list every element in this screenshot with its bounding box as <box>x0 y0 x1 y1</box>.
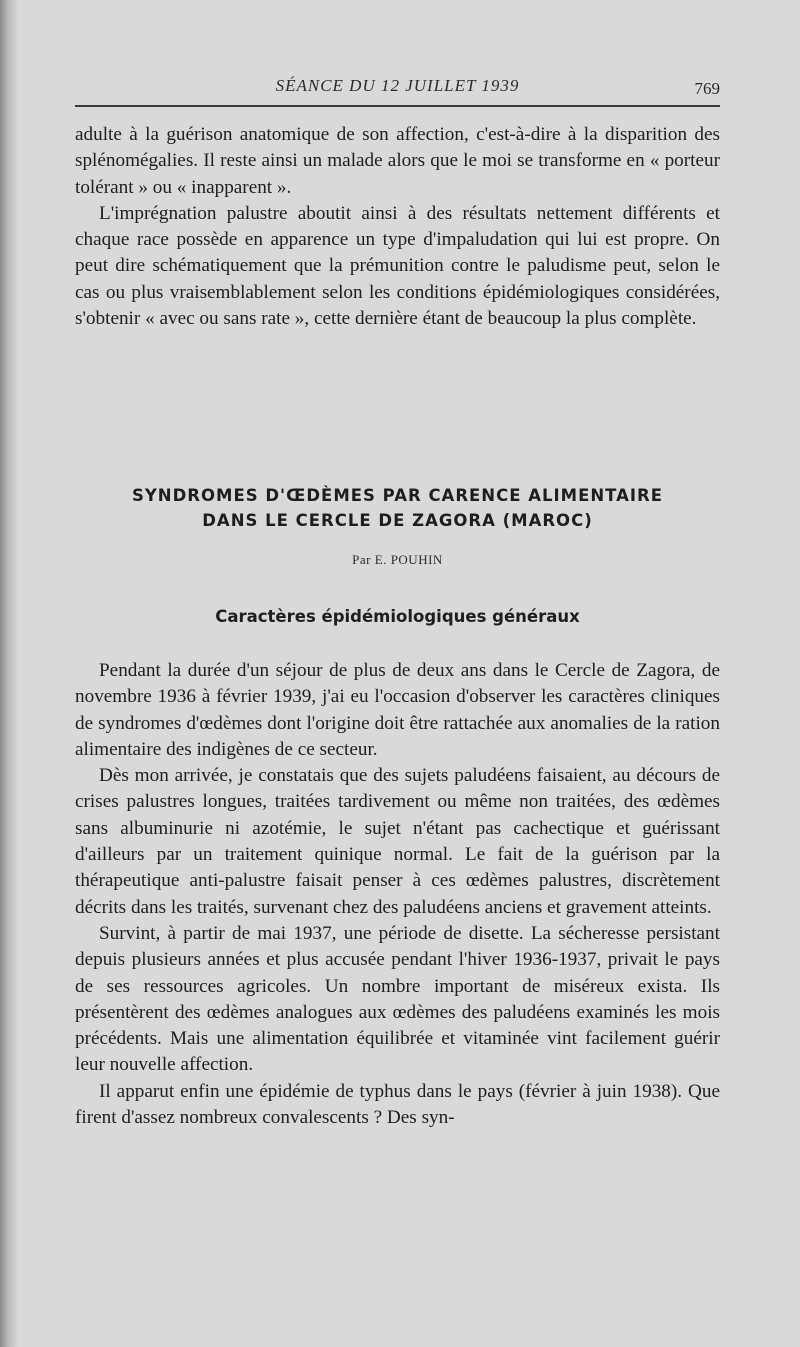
previous-article-continuation <box>75 122 720 332</box>
article-title <box>75 483 720 533</box>
article-title-line-1: SYNDROMES D'ŒDÈMES PAR CARENCE ALIMENTAIRE <box>131 486 664 505</box>
article-title-line-2: DANS LE CERCLE DE ZAGORA (MAROC) <box>202 511 593 530</box>
paragraph: Dès mon arrivée, je constatais que des sujets paludéens faisaient, au décours de crises palustres longues, traitées tardivement ou même non traitées, des œdèmes sans albuminurie ni azotémie, le sujet n'étant pas cachectique et guérissant d'ailleurs par un traitement quinique normal. Le fait de la guérison par la thérapeutique anti-palustre faisait penser à ces œdèmes palustres, discrètement décrits dans les traités, survenant chez des paludéens anciens et gravement atteints. <box>75 765 720 918</box>
paragraph: Pendant la durée d'un séjour de plus de deux ans dans le Cercle de Zagora, de novembre 1936 à février 1939, j'ai eu l'occasion d'observer les caractères cliniques de syndromes d'œdèmes dont l'origine doit être rattachée aux anomalies de la ration alimentaire des indigènes de ce secteur. <box>75 660 720 760</box>
paragraph: Il apparut enfin une épidémie de typhus dans le pays (février à juin 1938). Que firent d'assez nombreux convalescents ? Des syn- <box>75 1080 720 1129</box>
running-header <box>75 76 720 104</box>
paragraph: L'imprégnation palustre aboutit ainsi à des résultats nettement différents et chaque race possède en apparence un type d'impaludation qui lui est propre. On peut dire schématiquement que la prémunition contre le paludisme peut, selon le cas ou plus vraisemblablement selon les conditions épidémiologiques considérées, s'obtenir « avec ou sans rate », cette dernière étant de beaucoup la plus complète. <box>75 202 720 330</box>
paragraph: adulte à la guérison anatomique de son affection, c'est-à-dire à la disparition des splénomégalies. Il reste ainsi un malade alors que le moi se transforme en « porteur tolérant » ou « inapparent ». <box>75 124 720 198</box>
article-body <box>75 658 720 1131</box>
header-rule <box>75 105 720 107</box>
page-binding-shadow <box>0 0 18 1347</box>
author-byline: Par E. POUHIN <box>352 552 443 567</box>
section-heading: Caractères épidémiologiques généraux <box>215 607 580 626</box>
running-title: SÉANCE DU 12 JUILLET 1939 <box>275 76 520 95</box>
page-number: 769 <box>694 79 720 98</box>
paragraph: Survint, à partir de mai 1937, une période de disette. La sécheresse persistant depuis plusieurs années et plus accusée pendant l'hiver 1936-1937, privait le pays de ses ressources agricoles. Un nombre important de miséreux exista. Ils présentèrent des œdèmes analogues aux œdèmes des paludéens examinés les mois précédents. Mais une alimentation équilibrée et vitaminée vint facilement guérir leur nouvelle affection. <box>75 922 720 1076</box>
